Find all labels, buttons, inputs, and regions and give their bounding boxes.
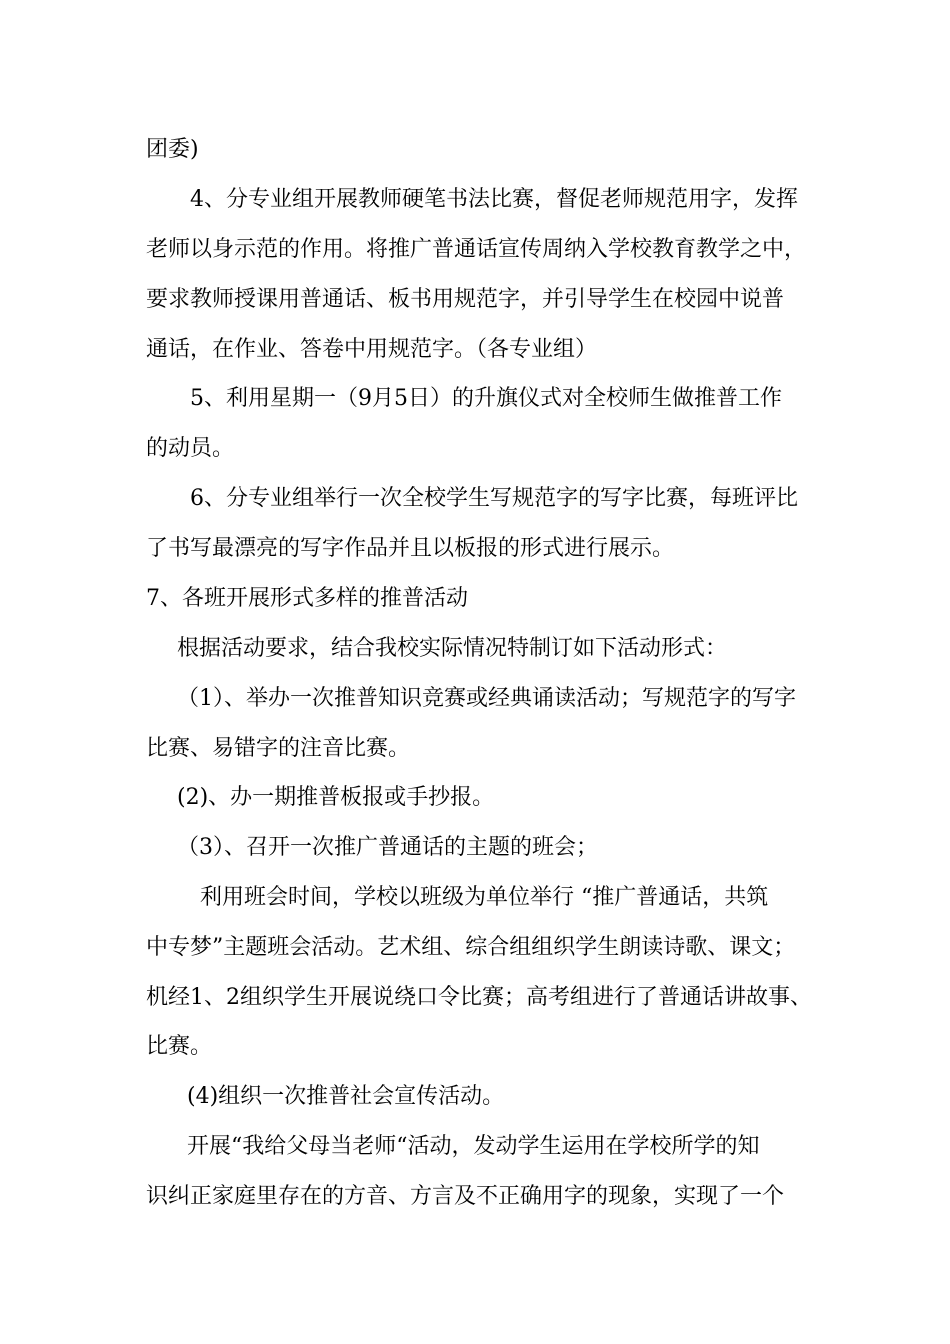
text-line: （1）、举办一次推普知识竞赛或经典诵读活动；写规范字的写字 (177, 686, 796, 711)
text-line: (2)、办一期推普板报或手抄报。 (177, 785, 495, 810)
text-line: 识纠正家庭里存在的方音、方言及不正确用字的现象，实现了一个 (146, 1184, 785, 1209)
text-line: 7、各班开展形式多样的推普活动 (146, 586, 468, 611)
text-line: 利用班会时间，学校以班级为单位举行 “推广普通话，共筑 (200, 885, 769, 910)
text-line: 4、分专业组开展教师硬笔书法比赛，督促老师规范用字，发挥 (190, 187, 798, 212)
text-line: 机经1、2组织学生开展说绕口令比赛；高考组进行了普通话讲故事、 (146, 985, 812, 1010)
text-line: 比赛。 (146, 1034, 213, 1059)
text-line: 老师以身示范的作用。将推广普通话宣传周纳入学校教育教学之中， (146, 237, 807, 262)
text-line: 6、分专业组举行一次全校学生写规范字的写字比赛，每班评比 (190, 486, 798, 511)
text-line: 的动员。 (146, 436, 235, 461)
text-line: 根据活动要求，结合我校实际情况特制订如下活动形式： (177, 636, 728, 661)
text-line: 了书写最漂亮的写字作品并且以板报的形式进行展示。 (146, 536, 675, 561)
text-line: 通话，在作业、答卷中用规范字。（各专业组） (146, 337, 598, 362)
text-line: （3）、召开一次推广普通话的主题的班会； (177, 835, 598, 860)
text-line: 要求教师授课用普通话、板书用规范字，并引导学生在校园中说普 (146, 287, 785, 312)
text-line: (4)组织一次推普社会宣传活动。 (187, 1084, 505, 1109)
text-line: 5、利用星期一（9月5日）的升旗仪式对全校师生做推普工作 (190, 386, 782, 411)
text-line: 中专梦”主题班会活动。艺术组、综合组组织学生朗读诗歌、课文； (146, 935, 796, 960)
text-line: 团委) (146, 137, 199, 162)
text-line: 比赛、易错字的注音比赛。 (146, 736, 411, 761)
text-line: 开展“我给父母当老师“活动，发动学生运用在学校所学的知 (187, 1134, 760, 1159)
